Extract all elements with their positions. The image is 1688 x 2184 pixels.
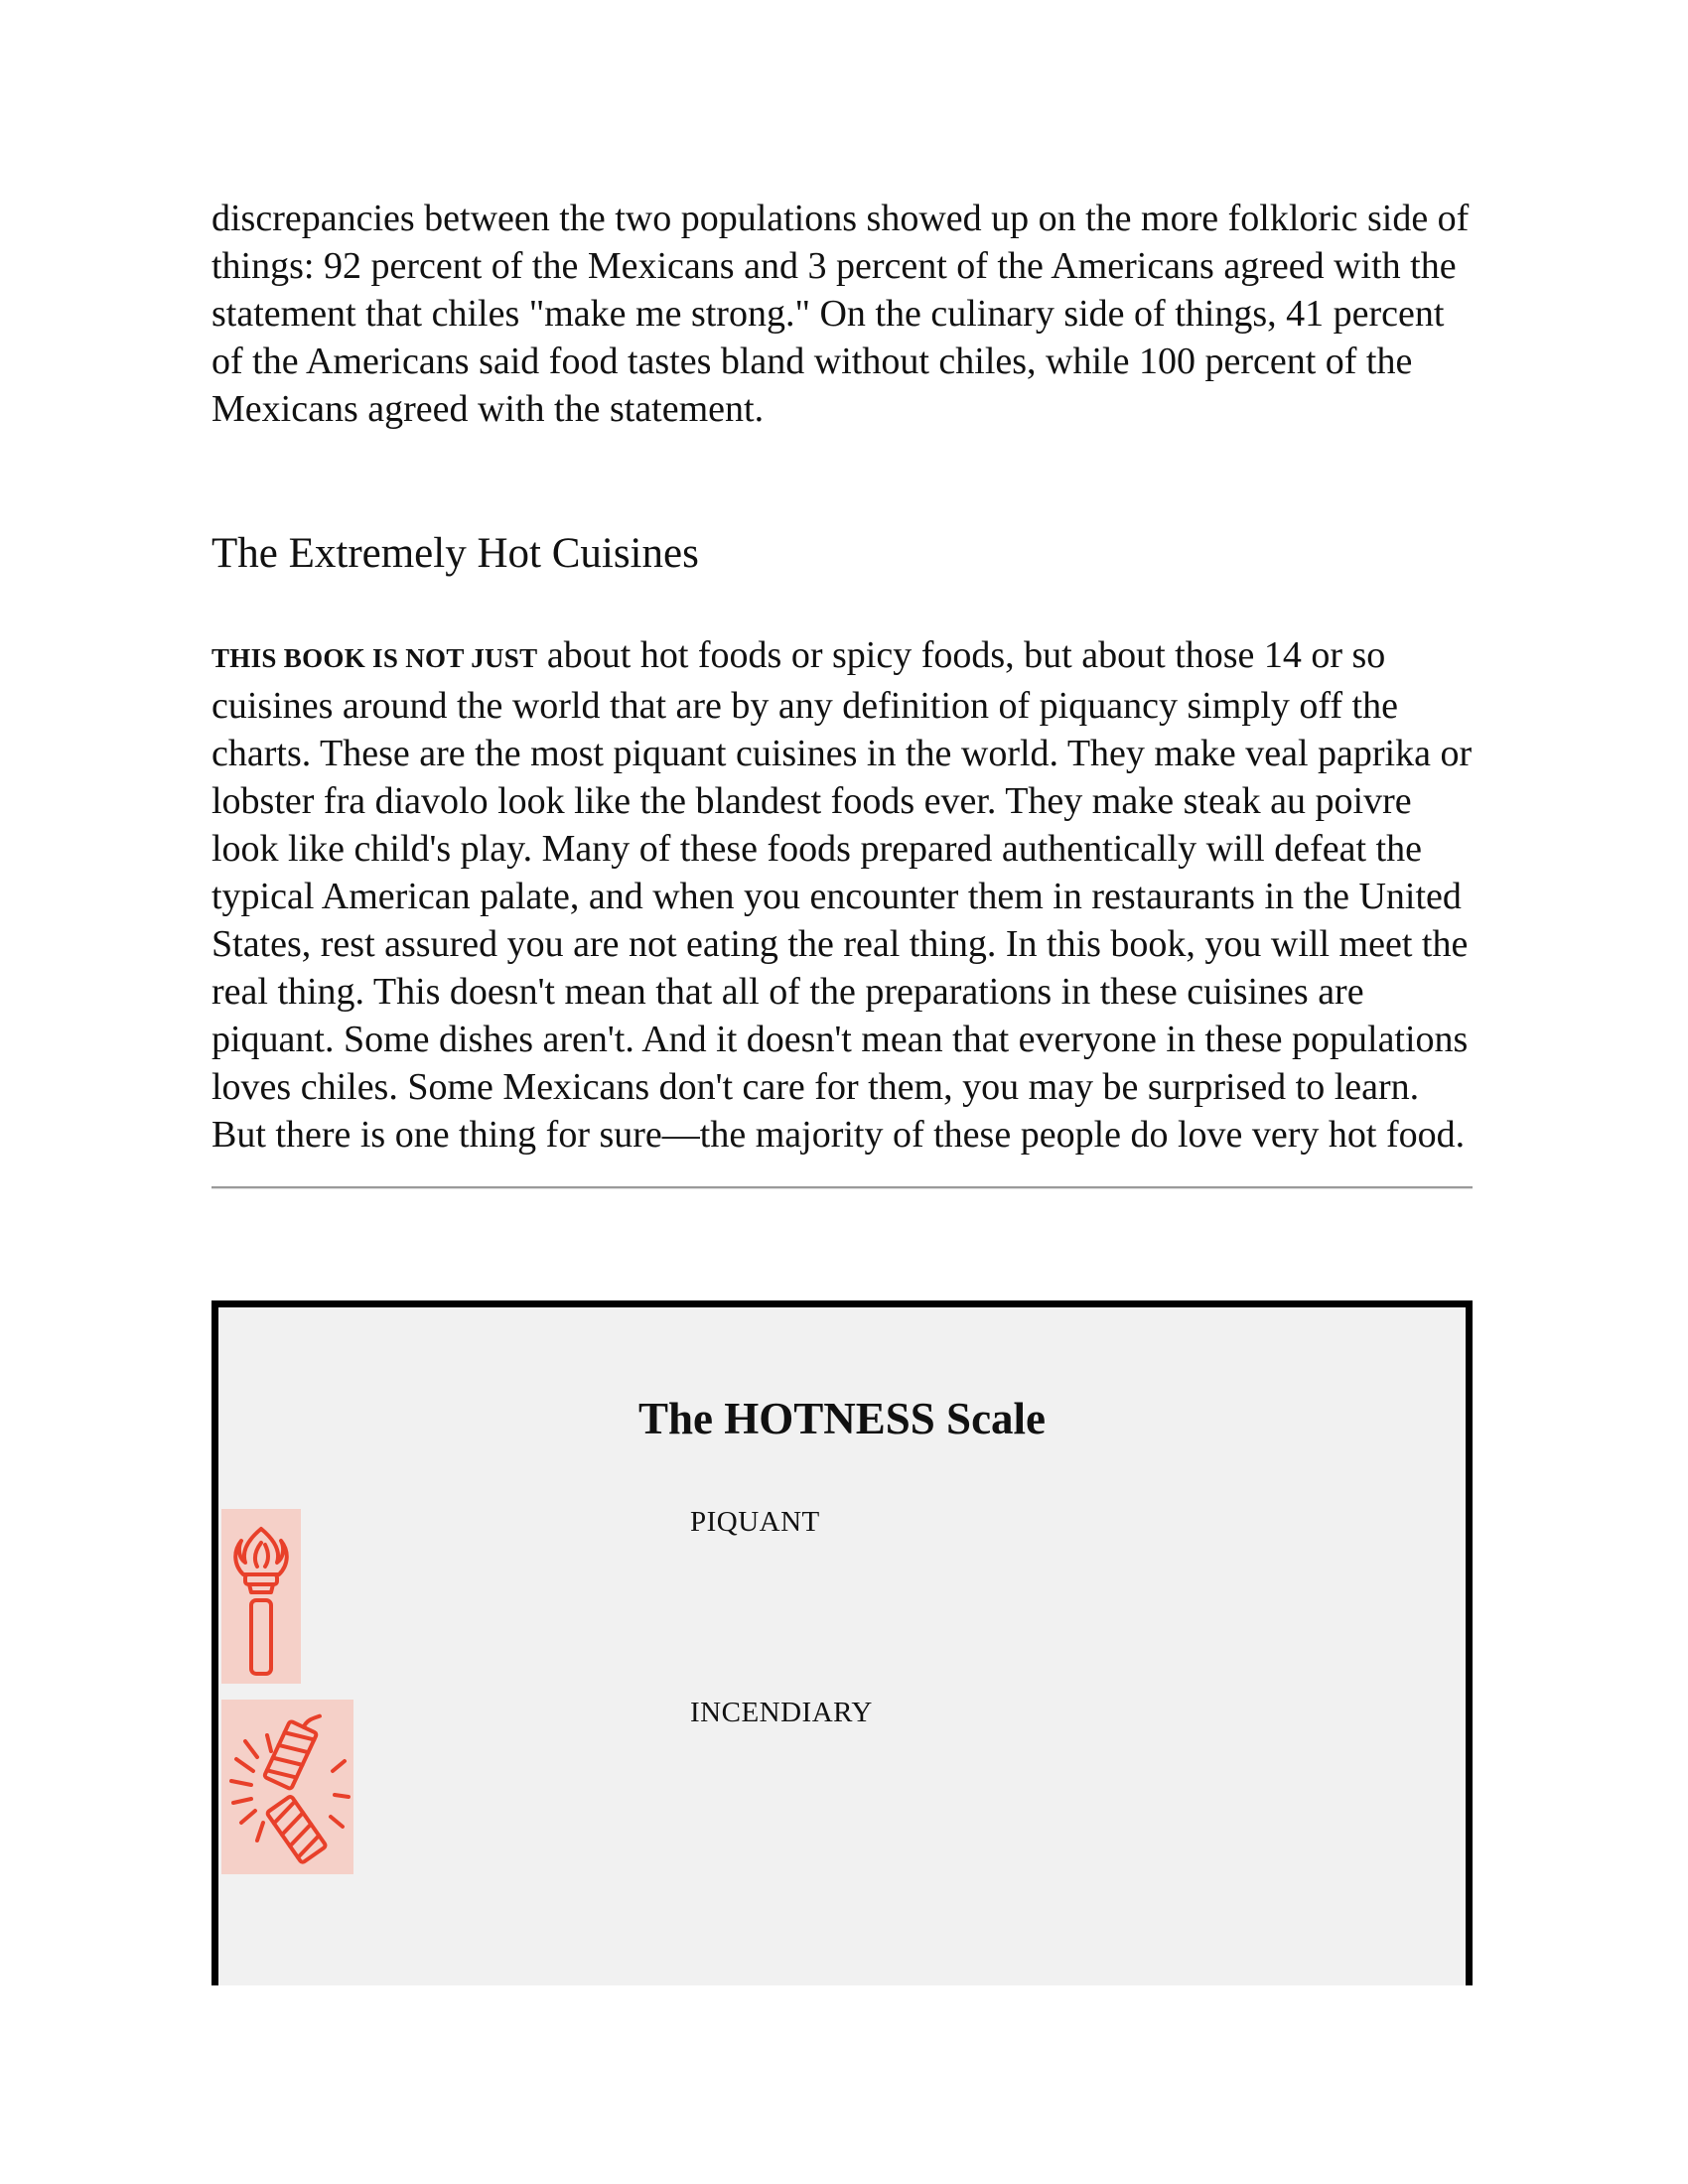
piquant-label: PIQUANT — [690, 1506, 820, 1538]
body-text: about hot foods or spicy foods, but about those 14 or so cuisines around the world that are by any definition of piquancy simply off the charts. These are the most piquant cuisines in the world. They make veal paprika or lobster fra diavolo look like the blandest foods ever. They make steak au poivre look like child's play. Many of these foods prepared authentically will defeat the typical American palate, and when you encounter them in restaurants in the United States, rest assured you are not eating the real thing. In this book, you will meet the real thing. This doesn't mean that all of the preparations in these cuisines are piquant. Some dishes aren't. And it doesn't mean that everyone in these populations loves chiles. Some Mexicans don't care for them, you may be surprised to learn. But there is one thing for sure—the majority of these people do love very hot food. — [211, 634, 1473, 1156]
page-content — [211, 195, 1473, 1189]
intro-paragraph: discrepancies between the two populations showed up on the more folkloric side of things: 92 percent of the Mexicans and 3 percent of the Americans agreed with the statement that chiles "make me strong." On the culinary side of things, 41 percent of the Americans said food tastes bland without chiles, while 100 percent of the Mexicans agreed with the statement. — [211, 198, 1470, 430]
section-title: The Extremely Hot Cuisines — [211, 530, 699, 577]
lead-in-text: THIS BOOK IS NOT JUST — [211, 643, 538, 673]
firecracker-icon — [221, 1700, 353, 1874]
hotness-scale-box — [211, 1300, 1473, 1985]
horizontal-rule — [211, 1186, 1473, 1189]
hotness-scale-title: The HOTNESS Scale — [637, 1394, 1047, 1443]
incendiary-label: INCENDIARY — [690, 1697, 873, 1728]
torch-icon — [221, 1509, 301, 1684]
body-paragraph — [211, 631, 1473, 1159]
